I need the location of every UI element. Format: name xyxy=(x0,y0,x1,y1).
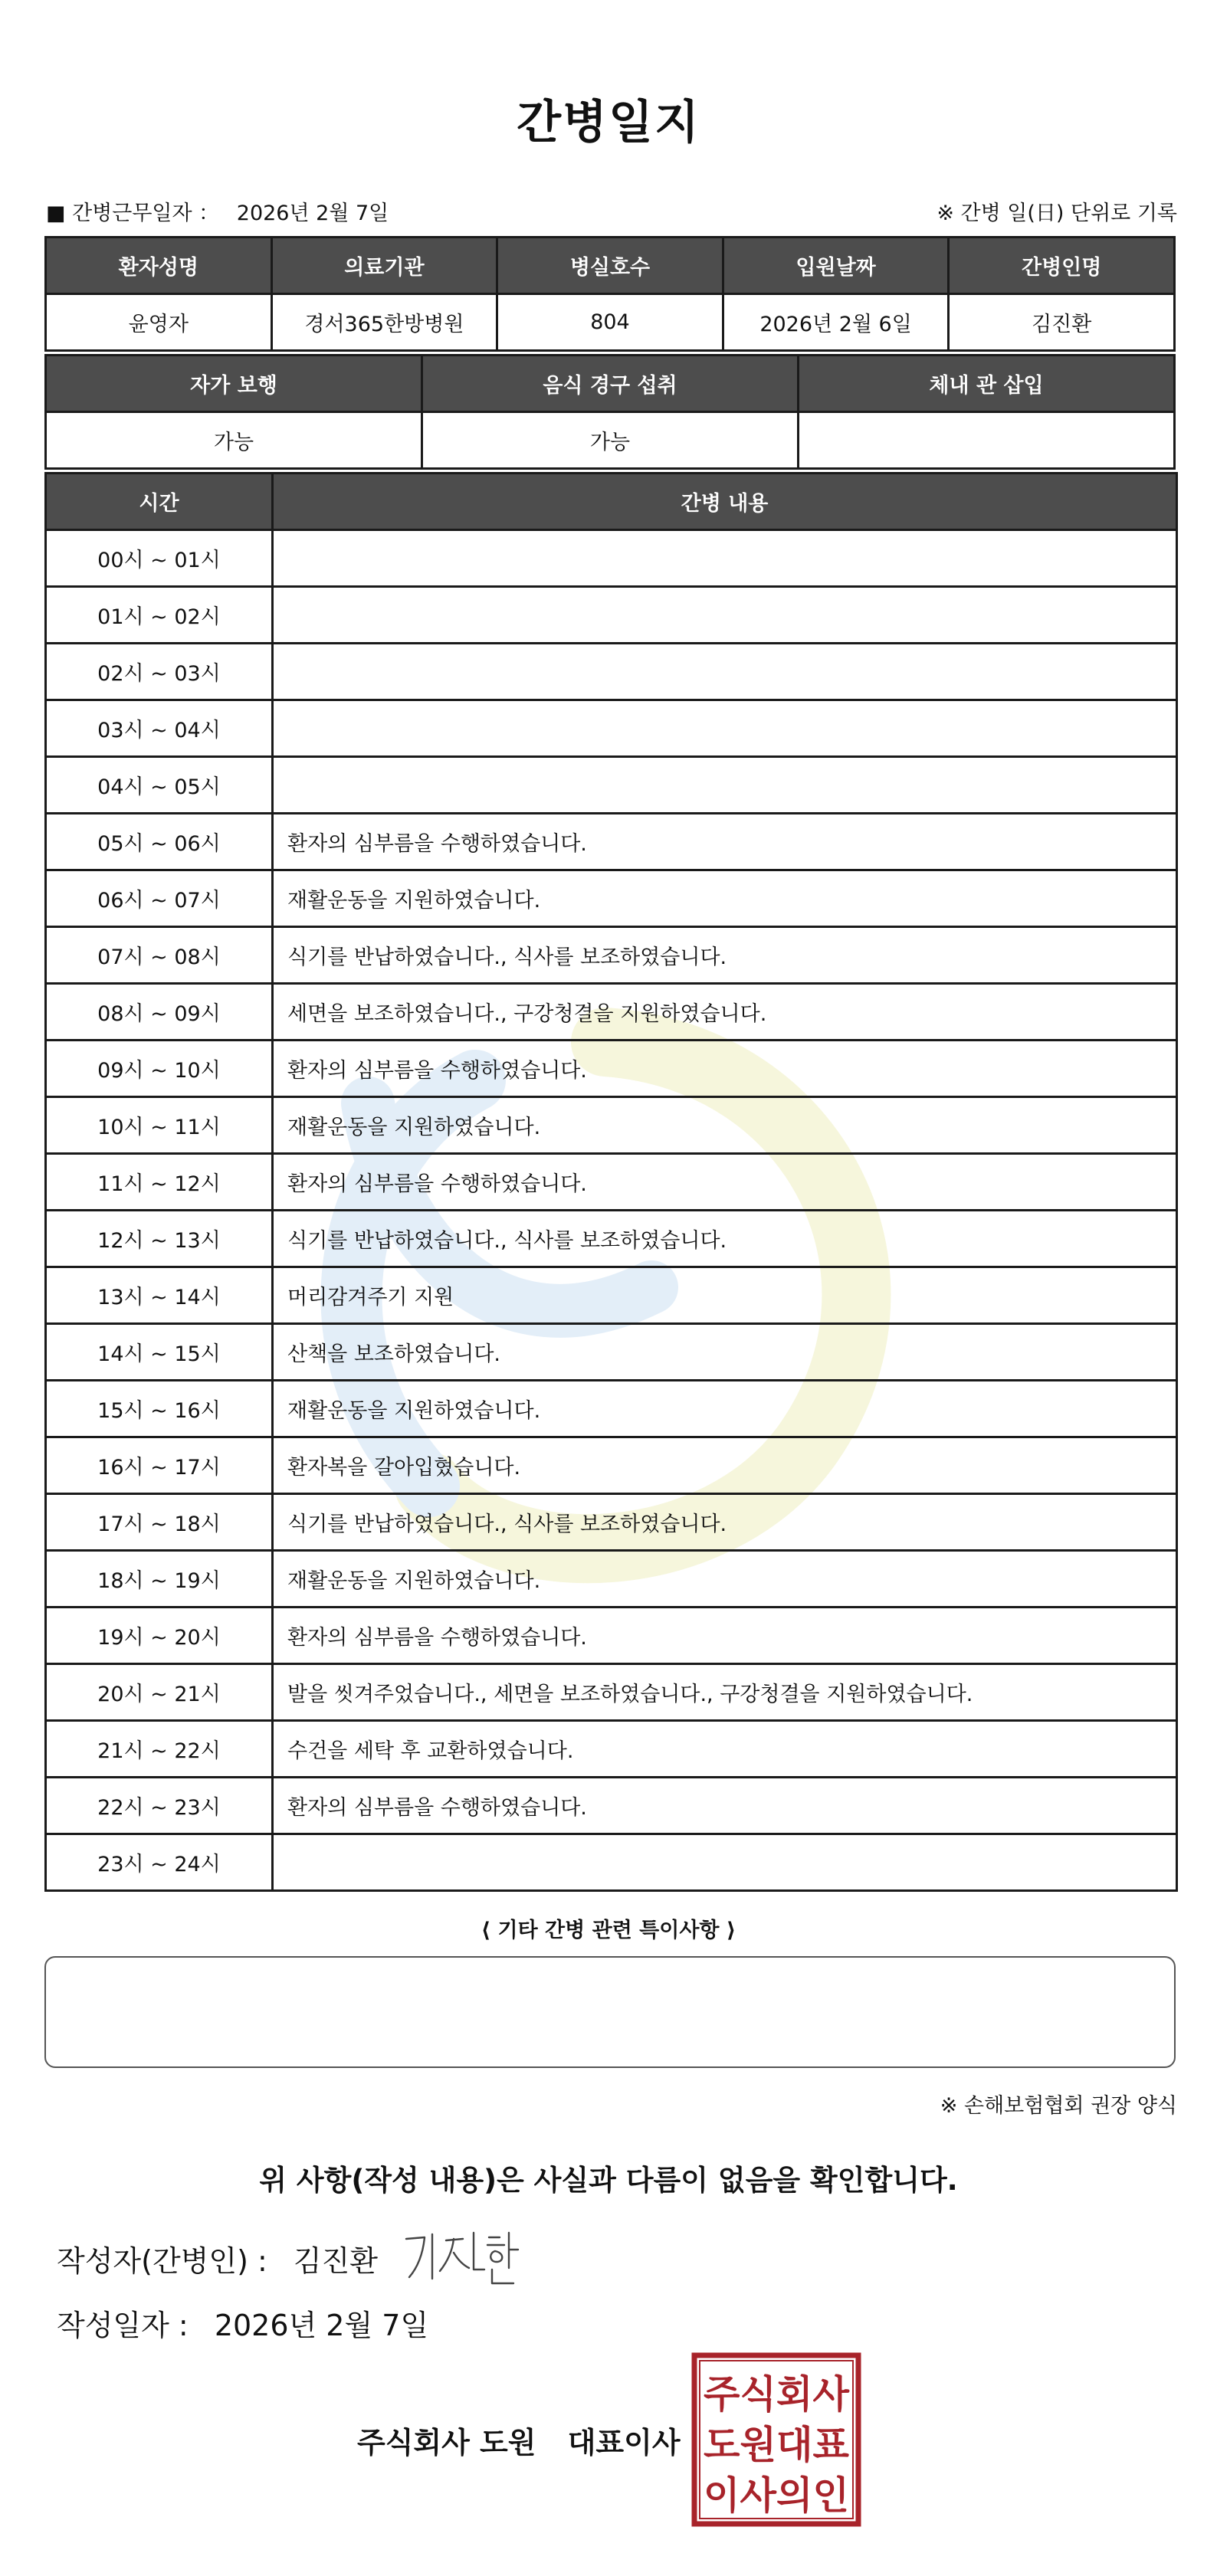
log-content: 환자의 심부름을 수행하였습니다. xyxy=(273,1041,1177,1097)
walking-value: 가능 xyxy=(46,412,422,469)
log-time: 01시 ~ 02시 xyxy=(46,587,273,644)
header-admission-date: 입원날짜 xyxy=(723,238,949,294)
log-row xyxy=(46,1211,1177,1267)
log-content: 식기를 반납하였습니다., 식사를 보조하였습니다. xyxy=(273,1494,1177,1551)
special-notes-title: ⟨ 기타 간병 관련 특이사항 ⟩ xyxy=(481,1919,736,1942)
patient-ability-table xyxy=(44,354,1176,470)
log-content: 발을 씻겨주었습니다., 세면을 보조하였습니다., 구강청결을 지원하였습니다. xyxy=(273,1664,1177,1721)
log-content xyxy=(273,587,1177,644)
oral-intake-value: 가능 xyxy=(422,412,799,469)
log-row xyxy=(46,587,1177,644)
log-row xyxy=(46,870,1177,927)
company-seal xyxy=(691,2352,861,2527)
log-time: 22시 ~ 23시 xyxy=(46,1778,273,1834)
hourly-care-log-table xyxy=(44,472,1178,1892)
log-time: 10시 ~ 11시 xyxy=(46,1097,273,1154)
writer-name: 김진환 xyxy=(293,2244,378,2278)
log-time: 04시 ~ 05시 xyxy=(46,757,273,814)
tube-insertion-value xyxy=(799,412,1175,469)
written-date-label: 작성일자 : xyxy=(57,2309,189,2342)
log-row xyxy=(46,1551,1177,1608)
company-ceo-title: 대표이사 xyxy=(567,2426,681,2460)
log-content: 재활운동을 지원하였습니다. xyxy=(273,1381,1177,1437)
log-row xyxy=(46,1041,1177,1097)
log-row xyxy=(46,1608,1177,1664)
header-walking: 자가 보행 xyxy=(46,356,422,412)
log-time: 07시 ~ 08시 xyxy=(46,927,273,984)
log-row xyxy=(46,700,1177,757)
writer-label: 작성자(간병인) : xyxy=(57,2244,267,2278)
log-time: 06시 ~ 07시 xyxy=(46,870,273,927)
log-time: 09시 ~ 10시 xyxy=(46,1041,273,1097)
log-time: 23시 ~ 24시 xyxy=(46,1834,273,1891)
log-row xyxy=(46,1834,1177,1891)
hospital: 경서365한방병원 xyxy=(271,294,497,351)
log-time: 11시 ~ 12시 xyxy=(46,1154,273,1211)
log-time: 21시 ~ 22시 xyxy=(46,1721,273,1778)
header-hospital: 의료기관 xyxy=(271,238,497,294)
log-content: 머리감겨주기 지원 xyxy=(273,1267,1177,1324)
written-date xyxy=(57,2302,428,2344)
room-number: 804 xyxy=(497,294,723,351)
log-row xyxy=(46,1437,1177,1494)
log-content: 환자복을 갈아입혔습니다. xyxy=(273,1437,1177,1494)
writer-line xyxy=(57,2237,378,2279)
log-time: 00시 ~ 01시 xyxy=(46,530,273,587)
company-name: 주식회사 도원 xyxy=(357,2426,536,2460)
special-notes-box xyxy=(44,1956,1176,2068)
svg-text:주식회사: 주식회사 xyxy=(704,2372,850,2417)
log-content xyxy=(273,644,1177,700)
log-time: 19시 ~ 20시 xyxy=(46,1608,273,1664)
log-content: 식기를 반납하였습니다., 식사를 보조하였습니다. xyxy=(273,1211,1177,1267)
log-content: 재활운동을 지원하였습니다. xyxy=(273,870,1177,927)
log-content xyxy=(273,530,1177,587)
log-row xyxy=(46,1381,1177,1437)
log-content: 재활운동을 지원하였습니다. xyxy=(273,1551,1177,1608)
log-time: 14시 ~ 15시 xyxy=(46,1324,273,1381)
log-content xyxy=(273,1834,1177,1891)
log-content xyxy=(273,757,1177,814)
log-time: 02시 ~ 03시 xyxy=(46,644,273,700)
log-time: 20시 ~ 21시 xyxy=(46,1664,273,1721)
log-row xyxy=(46,530,1177,587)
admission-date: 2026년 2월 6일 xyxy=(723,294,949,351)
log-content: 세면을 보조하였습니다., 구강청결을 지원하였습니다. xyxy=(273,984,1177,1041)
log-content: 환자의 심부름을 수행하였습니다. xyxy=(273,1778,1177,1834)
header-patient-name: 환자성명 xyxy=(46,238,272,294)
log-time: 08시 ~ 09시 xyxy=(46,984,273,1041)
log-rows xyxy=(46,530,1177,1891)
work-date-value: 2026년 2월 7일 xyxy=(236,202,389,225)
log-time: 03시 ~ 04시 xyxy=(46,700,273,757)
header-caregiver-name: 간병인명 xyxy=(949,238,1175,294)
svg-text:이사의인: 이사의인 xyxy=(704,2473,849,2518)
log-content xyxy=(273,700,1177,757)
log-time: 16시 ~ 17시 xyxy=(46,1437,273,1494)
log-row xyxy=(46,1267,1177,1324)
work-date-label: ■ 간병근무일자 ： xyxy=(46,202,220,225)
log-content: 환자의 심부름을 수행하였습니다. xyxy=(273,1608,1177,1664)
confirmation-statement: 위 사항(작성 내용)은 사실과 다름이 없음을 확인합니다. xyxy=(259,2164,958,2197)
log-content: 수건을 세탁 후 교환하였습니다. xyxy=(273,1721,1177,1778)
log-row xyxy=(46,1494,1177,1551)
log-time: 05시 ~ 06시 xyxy=(46,814,273,870)
patient-name: 윤영자 xyxy=(46,294,272,351)
log-row xyxy=(46,1664,1177,1721)
log-row xyxy=(46,1324,1177,1381)
page-title: 간병일지 xyxy=(517,96,700,149)
log-time: 12시 ~ 13시 xyxy=(46,1211,273,1267)
log-row xyxy=(46,1154,1177,1211)
log-row xyxy=(46,984,1177,1041)
log-row xyxy=(46,927,1177,984)
log-content: 식기를 반납하였습니다., 식사를 보조하였습니다. xyxy=(273,927,1177,984)
header-time: 시간 xyxy=(46,474,273,530)
patient-info-table xyxy=(44,236,1176,352)
written-date-value: 2026년 2월 7일 xyxy=(214,2309,429,2342)
work-date xyxy=(46,196,389,226)
header-tube-insertion: 체내 관 삽입 xyxy=(799,356,1175,412)
handwritten-signature xyxy=(399,2222,536,2291)
company-line xyxy=(357,2419,681,2461)
recommend-note: ※ 손해보험협회 권장 양식 xyxy=(940,2094,1177,2118)
svg-text:도원대표: 도원대표 xyxy=(704,2423,850,2467)
header-oral-intake: 음식 경구 섭취 xyxy=(422,356,799,412)
log-row xyxy=(46,644,1177,700)
header-room: 병실호수 xyxy=(497,238,723,294)
log-row xyxy=(46,1778,1177,1834)
log-time: 17시 ~ 18시 xyxy=(46,1494,273,1551)
log-content: 산책을 보조하였습니다. xyxy=(273,1324,1177,1381)
log-time: 15시 ~ 16시 xyxy=(46,1381,273,1437)
log-time: 18시 ~ 19시 xyxy=(46,1551,273,1608)
log-row xyxy=(46,1097,1177,1154)
log-content: 환자의 심부름을 수행하였습니다. xyxy=(273,1154,1177,1211)
log-content: 환자의 심부름을 수행하였습니다. xyxy=(273,814,1177,870)
log-row xyxy=(46,1721,1177,1778)
caregiver-name: 김진환 xyxy=(949,294,1175,351)
record-unit-note: ※ 간병 일(日) 단위로 기록 xyxy=(937,202,1177,225)
log-content: 재활운동을 지원하였습니다. xyxy=(273,1097,1177,1154)
log-row xyxy=(46,757,1177,814)
log-time: 13시 ~ 14시 xyxy=(46,1267,273,1324)
log-row xyxy=(46,814,1177,870)
header-care-content: 간병 내용 xyxy=(273,474,1177,530)
